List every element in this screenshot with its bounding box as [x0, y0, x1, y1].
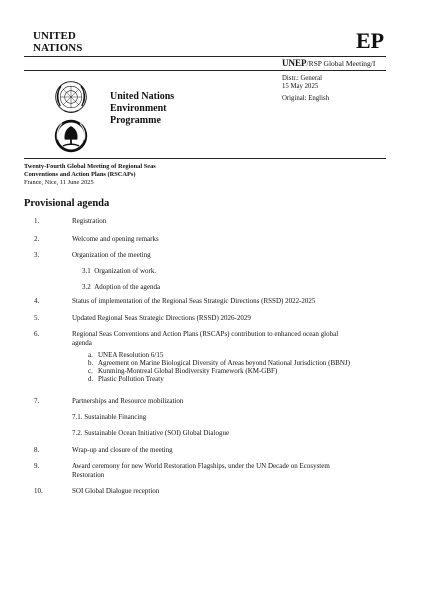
agenda-subitem: 3.1 Organization of work. — [82, 267, 157, 275]
agenda-subitem: 7.2. Sustainable Ocean Initiative (SOI) Global Dialogue — [72, 429, 230, 437]
agenda-item-number: 10. — [34, 487, 43, 495]
header-rule-bottom — [24, 70, 386, 71]
meeting-info: Twenty-Fourth Global Meeting of Regional Seas Conventions and Action Plans (RSCAPs) France, Nice, 11 June 2025 — [24, 163, 156, 186]
agenda-item-text: Award ceremony for new World Restoration Flagships, under the UN Decade on Ecosystem Restoration — [72, 462, 330, 479]
un-emblem-icon — [53, 79, 89, 115]
agenda-item-text: Status of implementation of the Regional Seas Strategic Directions (RSSD) 2022-2025 — [72, 297, 316, 305]
agenda-subitem-letter: b. — [88, 359, 94, 367]
agenda-item-text: Partnerships and Resource mobilization — [72, 397, 184, 405]
agenda-item-text: SOI Global Dialogue reception — [72, 487, 160, 495]
agenda-item-number: 3. — [34, 251, 40, 259]
agenda-item-text: Welcome and opening remarks — [72, 235, 159, 243]
agenda-subitem-text: Kunming-Montreal Global Biodiversity Framework (KM-GBF) — [98, 367, 278, 375]
agenda-item-text: Registration — [72, 217, 107, 225]
agenda-subitem-letter: d. — [88, 375, 94, 383]
agenda-subitem-text: Plastic Pollution Treaty — [98, 375, 164, 383]
agenda-item-number: 1. — [34, 217, 40, 225]
agenda-item-number: 9. — [34, 462, 40, 470]
agenda-item-number: 8. — [34, 446, 40, 454]
header-rule-top — [24, 56, 386, 57]
agenda-item-text: Organization of the meeting — [72, 251, 151, 259]
unep-emblem-icon — [53, 118, 89, 154]
agenda-subitem-text: UNEA Resolution 6/15 — [98, 351, 164, 359]
distribution-block: Distr.: General 15 May 2025 — [282, 75, 323, 91]
agenda-subitem-letter: a. — [88, 351, 93, 359]
agenda-item-number: 4. — [34, 297, 40, 305]
united-nations-wordmark: UNITED NATIONS — [33, 30, 83, 54]
agenda-subitem-text: Agreement on Marine Biological Diversity of Areas beyond National Jurisdiction (BBNJ) — [98, 359, 350, 367]
agenda-subitem: 7.1. Sustainable Financing — [72, 413, 147, 421]
original-language: Original: English — [282, 95, 330, 102]
programme-name: United Nations Environment Programme — [110, 91, 175, 126]
agenda-item-text: Regional Seas Conventions and Action Plans (RSCAPs) contribution to enhanced ocean global agenda — [72, 330, 339, 347]
agenda-title: Provisional agenda — [24, 198, 110, 209]
agenda-item-text: Updated Regional Seas Strategic Directions (RSSD) 2026-2029 — [72, 314, 251, 322]
document-code: EP — [356, 28, 385, 53]
agenda-item-number: 5. — [34, 314, 40, 322]
agenda-item-number: 2. — [34, 235, 40, 243]
agenda-item-text: Wrap-up and closure of the meeting — [72, 446, 173, 454]
agenda-item-number: 6. — [34, 330, 40, 338]
agenda-subitem: 3.2 Adoption of the agenda — [82, 283, 161, 291]
agenda-item-number: 7. — [34, 397, 40, 405]
agenda-subitem-letter: c. — [88, 367, 93, 375]
section-rule — [24, 158, 386, 159]
document-symbol: UNEP/RSP Global Meeting/I — [282, 58, 376, 68]
